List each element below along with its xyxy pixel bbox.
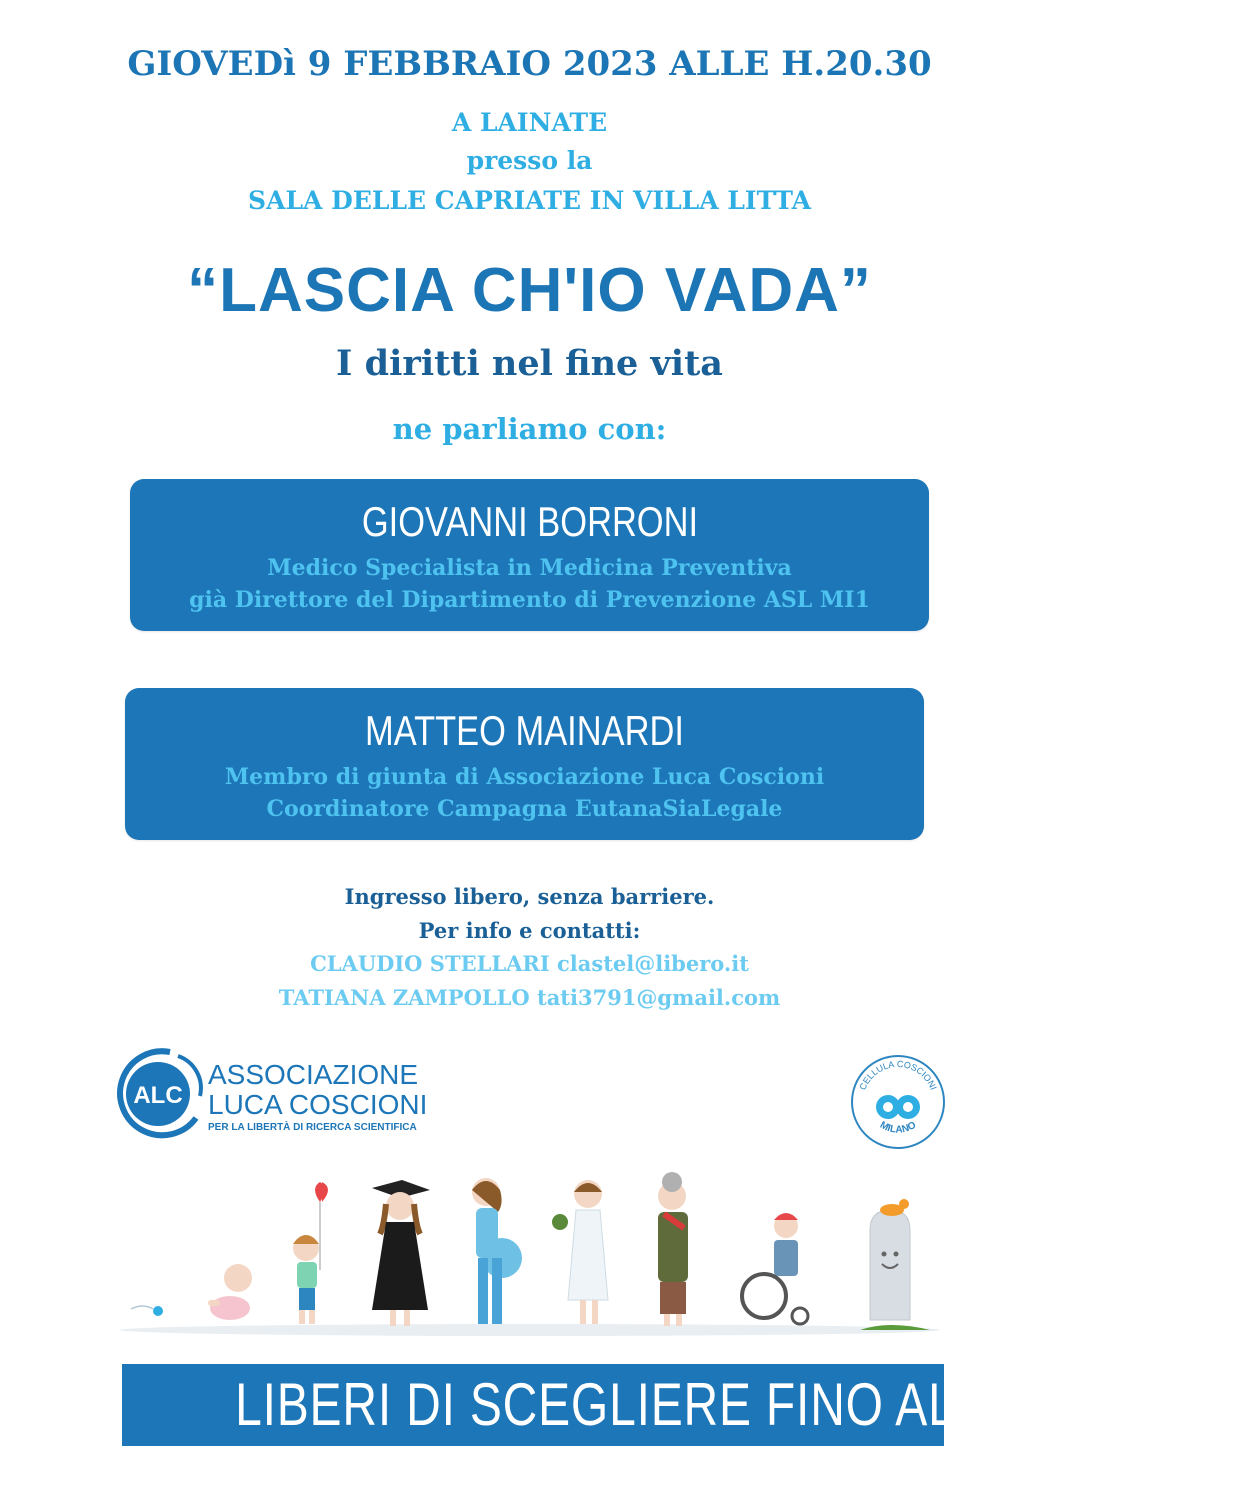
- speaker-role: Coordinatore Campagna EutanaSiaLegale: [266, 796, 783, 822]
- baby-figure: [208, 1264, 252, 1320]
- alc-tagline: PER LA LIBERTÀ DI RICERCA SCIENTIFICA: [208, 1122, 417, 1133]
- life-stages-figures: [110, 1170, 950, 1340]
- speaker-card-1: [130, 479, 929, 631]
- speakers-intro: ne parliamo con:: [392, 412, 667, 446]
- alc-badge-text: ALC: [133, 1082, 183, 1109]
- scientist-figure: [552, 1180, 608, 1324]
- cell-bottom-text: MILANO: [877, 1119, 919, 1136]
- speaker-name: MATTEO MAINARDI: [365, 707, 684, 754]
- footer-banner: [122, 1364, 1140, 1446]
- event-date: GIOVEDì 9 FEBBRAIO 2023 ALLE H.20.30: [127, 44, 932, 84]
- event-title: “LASCIA CH'IO VADA”: [187, 256, 872, 325]
- contacts-label: Per info e contatti:: [418, 918, 641, 943]
- event-venue: SALA DELLE CAPRIATE IN VILLA LITTA: [248, 186, 811, 215]
- life-stages-illustration: [110, 1170, 950, 1340]
- footer-banner-text: LIBERI DI SCEGLIERE FINO ALLA FINE: [235, 1371, 1140, 1438]
- speaker-role: già Direttore del Dipartimento di Prevenzione ASL MI1: [189, 587, 870, 613]
- event-presso: presso la: [466, 146, 593, 175]
- wheelchair-figure: [742, 1213, 808, 1324]
- event-subtitle: I diritti nel fine vita: [336, 343, 723, 384]
- alc-line1: ASSOCIAZIONE: [208, 1059, 419, 1090]
- graduate-figure: [372, 1180, 430, 1326]
- alc-logo-mark: [108, 1046, 428, 1142]
- contact-tatiana: TATIANA ZAMPOLLO tati3791@gmail.com: [278, 985, 781, 1010]
- event-city: A LAINATE: [451, 108, 608, 137]
- cellula-logo: [843, 1052, 953, 1152]
- child-figure: [293, 1182, 328, 1324]
- entry-note: Ingresso libero, senza barriere.: [344, 884, 715, 909]
- speaker-role: Medico Specialista in Medicina Preventiva: [267, 555, 792, 581]
- elderly-woman-figure: [658, 1172, 688, 1326]
- alc-line2: LUCA COSCIONI: [208, 1089, 428, 1120]
- cell-top-text: CELLULA COSCIONI: [857, 1058, 939, 1092]
- alc-logo: [108, 1046, 428, 1142]
- gravestone-figure: [860, 1199, 930, 1330]
- pregnant-figure: [472, 1178, 522, 1324]
- contact-claudio: CLAUDIO STELLARI clastel@libero.it: [310, 951, 749, 976]
- speaker-card-2: [125, 688, 924, 840]
- cell-icon: [153, 1306, 163, 1316]
- cellula-logo-mark: [843, 1052, 953, 1152]
- speaker-name: GIOVANNI BORRONI: [361, 498, 698, 545]
- speaker-role: Membro di giunta di Associazione Luca Coscioni: [224, 764, 825, 790]
